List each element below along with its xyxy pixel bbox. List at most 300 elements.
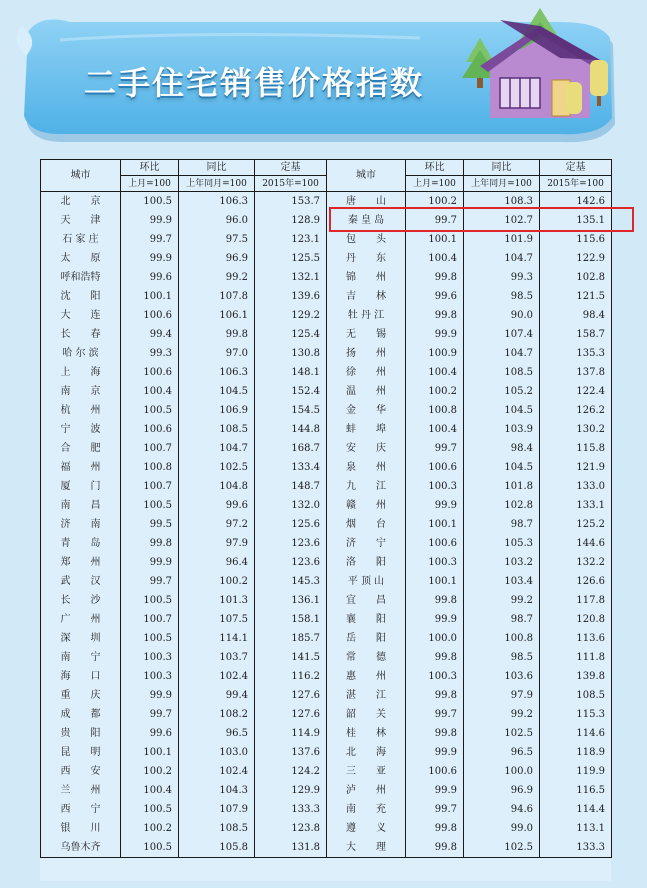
table-row [41, 325, 612, 344]
value-cell: 100.4 [121, 382, 179, 401]
city-cell: 九 江 [327, 477, 406, 496]
city-cell: 扬 州 [327, 344, 406, 363]
city-cell: 长 春 [41, 325, 121, 344]
city-cell: 韶 关 [327, 705, 406, 724]
value-cell: 100.4 [406, 420, 464, 439]
city-cell: 广 州 [41, 610, 121, 629]
value-cell: 142.6 [540, 192, 612, 212]
value-cell: 129.2 [255, 306, 327, 325]
city-cell: 西 安 [41, 762, 121, 781]
value-cell: 132.2 [540, 553, 612, 572]
table-row [41, 515, 612, 534]
value-cell: 99.9 [406, 325, 464, 344]
value-cell: 96.4 [179, 553, 255, 572]
value-cell: 100.7 [121, 477, 179, 496]
city-cell: 青 岛 [41, 534, 121, 553]
city-cell: 南 宁 [41, 648, 121, 667]
value-cell: 132.0 [255, 496, 327, 515]
value-cell: 100.5 [121, 629, 179, 648]
value-cell: 99.2 [464, 705, 540, 724]
value-cell: 135.1 [540, 211, 612, 230]
city-cell: 唐 山 [327, 192, 406, 212]
city-cell: 无 锡 [327, 325, 406, 344]
table-row [41, 477, 612, 496]
header-city: 城市 [41, 160, 121, 192]
city-cell: 北 京 [41, 192, 121, 212]
value-cell: 100.7 [121, 610, 179, 629]
city-cell: 牡 丹 江 [327, 306, 406, 325]
value-cell: 100.6 [121, 306, 179, 325]
value-cell: 114.1 [179, 629, 255, 648]
value-cell: 100.1 [121, 287, 179, 306]
value-cell: 144.6 [540, 534, 612, 553]
city-cell: 大 理 [327, 838, 406, 858]
table-row [41, 287, 612, 306]
data-table [40, 159, 612, 858]
city-cell: 北 海 [327, 743, 406, 762]
city-cell: 秦 皇 岛 [327, 211, 406, 230]
value-cell: 141.5 [255, 648, 327, 667]
value-cell: 107.9 [179, 800, 255, 819]
value-cell: 104.5 [179, 382, 255, 401]
value-cell: 100.5 [121, 800, 179, 819]
value-cell: 136.1 [255, 591, 327, 610]
value-cell: 99.9 [406, 496, 464, 515]
value-cell: 126.6 [540, 572, 612, 591]
value-cell: 107.8 [179, 287, 255, 306]
value-cell: 99.9 [406, 743, 464, 762]
value-cell: 100.2 [406, 382, 464, 401]
header-mom: 环比 [121, 160, 179, 176]
value-cell: 96.5 [179, 724, 255, 743]
value-cell: 101.3 [179, 591, 255, 610]
value-cell: 99.9 [121, 686, 179, 705]
value-cell: 96.9 [464, 781, 540, 800]
city-cell: 赣 州 [327, 496, 406, 515]
value-cell: 100.5 [121, 192, 179, 212]
table-row [41, 781, 612, 800]
city-cell: 乌鲁木齐 [41, 838, 121, 858]
value-cell: 99.5 [121, 515, 179, 534]
city-cell: 常 德 [327, 648, 406, 667]
value-cell: 97.9 [464, 686, 540, 705]
city-cell: 南 昌 [41, 496, 121, 515]
value-cell: 104.8 [179, 477, 255, 496]
value-cell: 102.8 [540, 268, 612, 287]
value-cell: 123.8 [255, 819, 327, 838]
table-row [41, 363, 612, 382]
subheader-yoy: 上年同月=100 [179, 176, 255, 192]
value-cell: 145.3 [255, 572, 327, 591]
value-cell: 133.0 [540, 477, 612, 496]
value-cell: 99.8 [406, 648, 464, 667]
value-cell: 97.2 [179, 515, 255, 534]
table-row [41, 534, 612, 553]
value-cell: 121.5 [540, 287, 612, 306]
value-cell: 103.4 [464, 572, 540, 591]
value-cell: 105.8 [179, 838, 255, 858]
value-cell: 137.8 [540, 363, 612, 382]
value-cell: 139.8 [540, 667, 612, 686]
table-row [41, 268, 612, 287]
city-cell: 合 肥 [41, 439, 121, 458]
subheader-yoy-2: 上年同月=100 [464, 176, 540, 192]
value-cell: 108.5 [179, 420, 255, 439]
value-cell: 102.4 [179, 762, 255, 781]
value-cell: 104.7 [464, 344, 540, 363]
value-cell: 100.9 [406, 344, 464, 363]
city-cell: 包 头 [327, 230, 406, 249]
value-cell: 123.6 [255, 553, 327, 572]
city-cell: 岳 阳 [327, 629, 406, 648]
city-cell: 银 川 [41, 819, 121, 838]
value-cell: 108.5 [540, 686, 612, 705]
value-cell: 152.4 [255, 382, 327, 401]
value-cell: 120.8 [540, 610, 612, 629]
city-cell: 烟 台 [327, 515, 406, 534]
value-cell: 127.6 [255, 686, 327, 705]
value-cell: 114.4 [540, 800, 612, 819]
value-cell: 99.6 [406, 287, 464, 306]
city-cell: 锦 州 [327, 268, 406, 287]
value-cell: 132.1 [255, 268, 327, 287]
city-cell: 重 庆 [41, 686, 121, 705]
value-cell: 99.7 [121, 705, 179, 724]
value-cell: 102.8 [464, 496, 540, 515]
value-cell: 113.6 [540, 629, 612, 648]
value-cell: 103.7 [179, 648, 255, 667]
table-row [41, 648, 612, 667]
value-cell: 158.1 [255, 610, 327, 629]
value-cell: 108.2 [179, 705, 255, 724]
value-cell: 100.2 [121, 762, 179, 781]
value-cell: 137.6 [255, 743, 327, 762]
subheader-base-2: 2015年=100 [540, 176, 612, 192]
value-cell: 98.4 [464, 439, 540, 458]
city-cell: 郑 州 [41, 553, 121, 572]
value-cell: 100.3 [406, 667, 464, 686]
city-cell: 呼和浩特 [41, 268, 121, 287]
value-cell: 102.7 [464, 211, 540, 230]
value-cell: 115.6 [540, 230, 612, 249]
value-cell: 135.3 [540, 344, 612, 363]
subheader-row [41, 176, 612, 192]
header-mom-2: 环比 [406, 160, 464, 176]
value-cell: 139.6 [255, 287, 327, 306]
value-cell: 102.5 [179, 458, 255, 477]
city-cell: 平 顶 山 [327, 572, 406, 591]
value-cell: 125.4 [255, 325, 327, 344]
value-cell: 102.5 [464, 838, 540, 858]
value-cell: 111.8 [540, 648, 612, 667]
value-cell: 100.1 [406, 515, 464, 534]
value-cell: 103.6 [464, 667, 540, 686]
value-cell: 100.8 [406, 401, 464, 420]
city-cell: 吉 林 [327, 287, 406, 306]
value-cell: 97.9 [179, 534, 255, 553]
banner [0, 0, 647, 150]
value-cell: 104.3 [179, 781, 255, 800]
value-cell: 133.3 [255, 800, 327, 819]
city-cell: 济 南 [41, 515, 121, 534]
value-cell: 99.8 [406, 838, 464, 858]
subheader-base: 2015年=100 [255, 176, 327, 192]
city-cell: 南 充 [327, 800, 406, 819]
value-cell: 125.5 [255, 249, 327, 268]
city-cell: 长 沙 [41, 591, 121, 610]
value-cell: 100.3 [121, 648, 179, 667]
value-cell: 99.9 [406, 781, 464, 800]
city-cell: 天 津 [41, 211, 121, 230]
value-cell: 104.5 [464, 401, 540, 420]
city-cell: 西 宁 [41, 800, 121, 819]
value-cell: 125.6 [255, 515, 327, 534]
value-cell: 99.7 [406, 705, 464, 724]
value-cell: 101.8 [464, 477, 540, 496]
subheader-mom-2: 上月=100 [406, 176, 464, 192]
value-cell: 102.4 [179, 667, 255, 686]
city-cell: 太 原 [41, 249, 121, 268]
table-row [41, 344, 612, 363]
value-cell: 124.2 [255, 762, 327, 781]
value-cell: 94.6 [464, 800, 540, 819]
table-row [41, 401, 612, 420]
value-cell: 96.5 [464, 743, 540, 762]
city-cell: 武 汉 [41, 572, 121, 591]
table-body [41, 192, 612, 858]
table-row [41, 743, 612, 762]
value-cell: 105.3 [464, 534, 540, 553]
value-cell: 123.6 [255, 534, 327, 553]
city-cell: 哈 尔 滨 [41, 344, 121, 363]
value-cell: 99.6 [121, 268, 179, 287]
value-cell: 103.9 [464, 420, 540, 439]
value-cell: 168.7 [255, 439, 327, 458]
header-yoy-2: 同比 [464, 160, 540, 176]
city-cell: 蚌 埠 [327, 420, 406, 439]
value-cell: 100.0 [406, 629, 464, 648]
value-cell: 104.5 [464, 458, 540, 477]
city-cell: 泸 州 [327, 781, 406, 800]
value-cell: 114.9 [255, 724, 327, 743]
value-cell: 100.3 [406, 553, 464, 572]
value-cell: 99.9 [406, 610, 464, 629]
value-cell: 154.5 [255, 401, 327, 420]
value-cell: 99.7 [121, 572, 179, 591]
value-cell: 106.3 [179, 192, 255, 212]
value-cell: 105.2 [464, 382, 540, 401]
city-cell: 徐 州 [327, 363, 406, 382]
value-cell: 107.4 [464, 325, 540, 344]
highlight-box [329, 207, 634, 232]
city-cell: 宜 昌 [327, 591, 406, 610]
value-cell: 128.9 [255, 211, 327, 230]
header-base-2: 定基 [540, 160, 612, 176]
value-cell: 99.9 [121, 553, 179, 572]
table-row [41, 838, 612, 858]
value-cell: 99.8 [406, 268, 464, 287]
value-cell: 153.7 [255, 192, 327, 212]
header-row [41, 160, 612, 176]
value-cell: 100.1 [121, 743, 179, 762]
table-row [41, 420, 612, 439]
value-cell: 100.6 [121, 363, 179, 382]
value-cell: 113.1 [540, 819, 612, 838]
value-cell: 99.8 [406, 306, 464, 325]
value-cell: 96.0 [179, 211, 255, 230]
value-cell: 100.4 [121, 781, 179, 800]
city-cell: 惠 州 [327, 667, 406, 686]
value-cell: 115.8 [540, 439, 612, 458]
table-row [41, 819, 612, 838]
value-cell: 99.6 [121, 724, 179, 743]
value-cell: 126.2 [540, 401, 612, 420]
table-row [41, 762, 612, 781]
value-cell: 106.3 [179, 363, 255, 382]
value-cell: 130.2 [540, 420, 612, 439]
table-row [41, 800, 612, 819]
value-cell: 133.3 [540, 838, 612, 858]
city-cell: 宁 波 [41, 420, 121, 439]
table-row [41, 667, 612, 686]
value-cell: 99.2 [464, 591, 540, 610]
value-cell: 115.3 [540, 705, 612, 724]
value-cell: 119.9 [540, 762, 612, 781]
city-cell: 丹 东 [327, 249, 406, 268]
value-cell: 99.7 [406, 211, 464, 230]
value-cell: 100.1 [406, 230, 464, 249]
table-row [41, 230, 612, 249]
value-cell: 99.8 [406, 591, 464, 610]
value-cell: 99.7 [406, 439, 464, 458]
table-row [41, 249, 612, 268]
value-cell: 98.5 [464, 648, 540, 667]
value-cell: 100.2 [406, 192, 464, 212]
value-cell: 101.9 [464, 230, 540, 249]
table-row [41, 458, 612, 477]
value-cell: 100.3 [406, 477, 464, 496]
value-cell: 118.9 [540, 743, 612, 762]
value-cell: 100.7 [121, 439, 179, 458]
value-cell: 114.6 [540, 724, 612, 743]
value-cell: 100.1 [406, 572, 464, 591]
value-cell: 122.9 [540, 249, 612, 268]
city-cell: 桂 林 [327, 724, 406, 743]
table-row [41, 553, 612, 572]
value-cell: 99.6 [179, 496, 255, 515]
value-cell: 99.2 [179, 268, 255, 287]
value-cell: 99.7 [121, 230, 179, 249]
value-cell: 100.5 [121, 591, 179, 610]
value-cell: 90.0 [464, 306, 540, 325]
value-cell: 103.2 [464, 553, 540, 572]
value-cell: 106.9 [179, 401, 255, 420]
value-cell: 158.7 [540, 325, 612, 344]
value-cell: 99.8 [179, 325, 255, 344]
city-cell: 海 口 [41, 667, 121, 686]
city-cell: 金 华 [327, 401, 406, 420]
value-cell: 99.3 [464, 268, 540, 287]
value-cell: 99.4 [121, 325, 179, 344]
table-row [41, 610, 612, 629]
table-row [41, 306, 612, 325]
value-cell: 106.1 [179, 306, 255, 325]
value-cell: 100.6 [406, 534, 464, 553]
value-cell: 108.5 [464, 363, 540, 382]
table-row [41, 591, 612, 610]
price-index-table [40, 159, 611, 881]
value-cell: 99.9 [121, 211, 179, 230]
city-cell: 大 连 [41, 306, 121, 325]
city-cell: 厦 门 [41, 477, 121, 496]
table-row [41, 439, 612, 458]
value-cell: 116.2 [255, 667, 327, 686]
table-row [41, 629, 612, 648]
value-cell: 100.2 [179, 572, 255, 591]
value-cell: 100.5 [121, 401, 179, 420]
city-cell: 洛 阳 [327, 553, 406, 572]
city-cell: 济 宁 [327, 534, 406, 553]
city-cell: 福 州 [41, 458, 121, 477]
table-row [41, 572, 612, 591]
value-cell: 104.7 [179, 439, 255, 458]
value-cell: 108.3 [464, 192, 540, 212]
value-cell: 133.4 [255, 458, 327, 477]
city-cell: 成 都 [41, 705, 121, 724]
value-cell: 116.5 [540, 781, 612, 800]
city-cell: 沈 阳 [41, 287, 121, 306]
value-cell: 98.5 [464, 287, 540, 306]
value-cell: 100.6 [406, 762, 464, 781]
value-cell: 100.6 [121, 420, 179, 439]
value-cell: 100.2 [121, 819, 179, 838]
city-cell: 深 圳 [41, 629, 121, 648]
value-cell: 130.8 [255, 344, 327, 363]
value-cell: 96.9 [179, 249, 255, 268]
city-cell: 杭 州 [41, 401, 121, 420]
value-cell: 100.5 [121, 496, 179, 515]
value-cell: 99.7 [406, 800, 464, 819]
value-cell: 99.0 [464, 819, 540, 838]
value-cell: 99.3 [121, 344, 179, 363]
table-row [41, 382, 612, 401]
value-cell: 97.5 [179, 230, 255, 249]
value-cell: 131.8 [255, 838, 327, 858]
value-cell: 104.7 [464, 249, 540, 268]
city-cell: 石 家 庄 [41, 230, 121, 249]
value-cell: 98.7 [464, 515, 540, 534]
table-row [41, 686, 612, 705]
value-cell: 99.8 [121, 534, 179, 553]
value-cell: 100.8 [121, 458, 179, 477]
value-cell: 99.8 [406, 724, 464, 743]
value-cell: 122.4 [540, 382, 612, 401]
value-cell: 98.4 [540, 306, 612, 325]
city-cell: 贵 阳 [41, 724, 121, 743]
value-cell: 98.7 [464, 610, 540, 629]
header-yoy: 同比 [179, 160, 255, 176]
value-cell: 148.1 [255, 363, 327, 382]
value-cell: 100.4 [406, 363, 464, 382]
table-row [41, 724, 612, 743]
value-cell: 103.0 [179, 743, 255, 762]
value-cell: 108.5 [179, 819, 255, 838]
value-cell: 144.8 [255, 420, 327, 439]
value-cell: 148.7 [255, 477, 327, 496]
table-row [41, 496, 612, 515]
value-cell: 107.5 [179, 610, 255, 629]
city-cell: 泉 州 [327, 458, 406, 477]
